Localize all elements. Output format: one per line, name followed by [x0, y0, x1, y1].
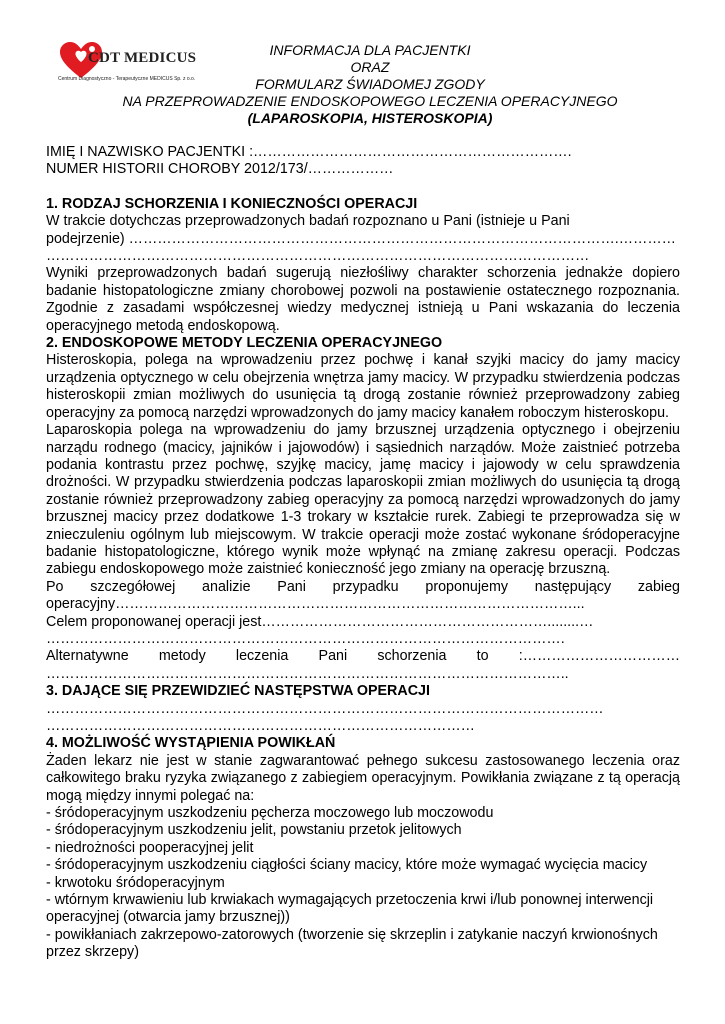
section-1-heading: 1. RODZAJ SCHORZENIA I KONIECZNOŚCI OPERACJI	[46, 195, 418, 212]
header-line-4: NA PRZEPROWADZENIE ENDOSKOPOWEGO LECZENIA OPERACYJNEGO	[122, 93, 618, 109]
section-1-paragraph-2: Wyniki przeprowadzonych badań sugerują niezłośliwy charakter schorzenia jednakże dopiero badanie histopatologiczne zmiany chorobowej pozwoli na postawienie ostatecznego rozpoznania. Zgodnie z zasadami współczesnej wiedzy medycznej istnieją u Pani wskazania do leczenia operacyjnego metodą endoskopową.	[46, 265, 680, 334]
complication-item: - śródoperacyjnym uszkodzeniu ciągłości ściany macicy, które może wymagać wycięcia macicy	[46, 857, 648, 874]
document-header	[60, 42, 680, 127]
section-2-paragraph-laparoscopy: Laparoskopia polega na wprowadzeniu do jamy brzusznej urządzenia optycznego i obejrzeniu narządu rodnego (macicy, jajników i jajowodów) i sąsiednich narządów. Może zaistnieć potrzeba podania kontrastu przez pochwę, szyjkę macicy, jamę macicy i jajowody w celu sprawdzenia drożności. W przypadku stwierdzenia podczas laparoskopii zmian możliwych do usunięcia tą drogą zostanie również przeprowadzony zabieg operacyjny za pomocą narzędzi wprowadzonych do jamy brzusznej macicy przez dodatkowe 1-3 trokary w kształcie rurek. Zabiegi te przeprowadza się w znieczuleniu ogólnym lub miejscowym. W trakcie operacji może zostać wykonane śródoperacyjne badanie histopatologiczne, którego wynik może wpłynąć na zmianę zakresu operacji. Podczas zabiegu endoskopowego może zaistnieć konieczność jego zmiany na operację brzuszną.	[46, 422, 680, 578]
header-line-1: INFORMACJA DLA PACJENTKI	[269, 42, 471, 58]
complication-item: - śródoperacyjnym uszkodzeniu jelit, powstaniu przetok jelitowych	[46, 822, 462, 839]
section-2-heading: 2. ENDOSKOPOWE METODY LECZENIA OPERACYJNEGO	[46, 335, 443, 352]
header-line-3: FORMULARZ ŚWIADOMEJ ZGODY	[255, 76, 485, 92]
complication-item: - niedrożności pooperacyjnej jelit	[46, 839, 254, 856]
section-2-operation-goal-field[interactable]: Celem proponowanej operacji jest……………………………………………………........…	[46, 613, 594, 630]
section-2-dotted-line-2[interactable]: ………………………………………………………………………………………………..	[46, 665, 569, 682]
section-3-dotted-line-1[interactable]: ………………………………………………………………………………………………………	[46, 700, 604, 717]
section-2-alternatives-field[interactable]: Alternatywne metody leczenia Pani schorzenia to :……………………………	[46, 648, 680, 665]
patient-history-number-field[interactable]: NUMER HISTORII CHOROBY 2012/173/………………	[46, 161, 394, 178]
section-3-dotted-line-2[interactable]: ………………………………………………………………………………	[46, 718, 475, 734]
complication-item: - krwotoku śródoperacyjnym	[46, 874, 225, 891]
section-2-proposed-procedure-field[interactable]: operacyjny……………………………………………………………………………………...	[46, 596, 585, 613]
section-2-proposed-procedure-intro: Po szczegółowej analizie Pani przypadku proponujemy następujący zabieg	[46, 578, 680, 595]
section-1-dotted-line[interactable]: ……………………………………………………………………………………………………	[46, 248, 590, 265]
section-2-dotted-line-1[interactable]: ……………………………………………………………………………………………….	[46, 630, 565, 647]
section-1-diagnosis-field[interactable]: podejrzenie) ………………………………………………………………………………………….…………	[46, 230, 676, 247]
section-3-heading: 3. DAJĄCE SIĘ PRZEWIDZIEĆ NASTĘPSTWA OPERACJI	[46, 683, 430, 700]
patient-name-field[interactable]: IMIĘ I NAZWISKO PACJENTKI :………………………………………………………….	[46, 144, 572, 160]
section-4-paragraph-1: Żaden lekarz nie jest w stanie zagwarantować pełnego sukcesu zastosowanego leczenia oraz całkowitego braku ryzyka związanego z zabiegiem operacyjnym. Powikłania związane z tą operacją mogą między innymi polegać na:	[46, 752, 680, 804]
section-1-paragraph-1a: W trakcie dotychczas przeprowadzonych badań rozpoznano u Pani (istnieje u Pani	[46, 213, 570, 230]
complication-item: - wtórnym krwawieniu lub krwiakach wymagających przetoczenia krwi i/lub ponownej interwencji operacyjnej (otwarcia jamy brzusznej))	[46, 892, 654, 926]
document-body	[46, 144, 680, 962]
section-2-paragraph-hysteroscopy: Histeroskopia, polega na wprowadzeniu przez pochwę i kanał szyjki macicy do jamy macicy urządzenia optycznego w celu obejrzenia wnętrza jamy macicy. W przypadku stwierdzenia podczas histeroskopii zmian możliwych do usunięcia tą drogą zostanie również przeprowadzony zabieg operacyjny za pomocą narzędzi wprowadzonych do jamy macicy kanałem roboczym histeroskopu.	[46, 352, 680, 421]
complication-item: - powikłaniach zakrzepowo-zatorowych (tworzenie się skrzeplin i zatykanie naczyń krwionośnych przez skrzepy)	[46, 926, 658, 961]
header-line-5: (LAPAROSKOPIA, HISTEROSKOPIA)	[247, 110, 493, 126]
logo-name: CDT MEDICUS	[88, 50, 197, 66]
section-4-heading: 4. MOŻLIWOŚĆ WYSTĄPIENIA POWIKŁAŃ	[46, 735, 336, 752]
header-line-2: ORAZ	[350, 59, 390, 75]
complication-item: - śródoperacyjnym uszkodzeniu pęcherza moczowego lub moczowodu	[46, 805, 494, 822]
logo-subtitle: Centrum Diagnostyczno - Terapeutyczne MEDICUS Sp. z o.o.	[58, 76, 196, 82]
